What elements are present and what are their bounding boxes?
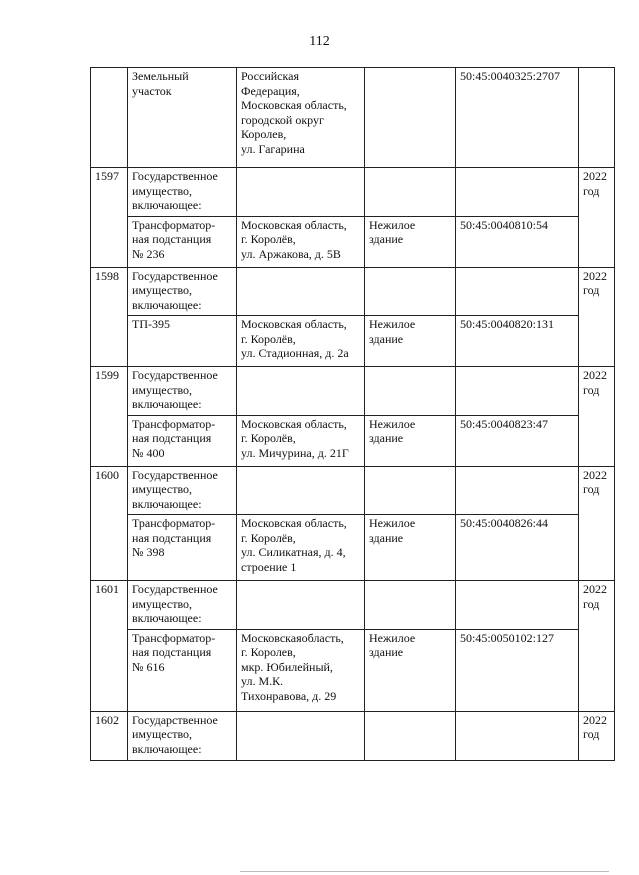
cell-name: Трансформатор- ная подстанция № 616 bbox=[128, 629, 237, 711]
cell-name: Трансформатор- ная подстанция № 398 bbox=[128, 515, 237, 581]
cell-empty bbox=[365, 168, 456, 217]
cell-group-header: Государственное имущество, включающее: bbox=[128, 581, 237, 630]
cell-cadastral: 50:45:0050102:127 bbox=[456, 629, 579, 711]
cell-empty bbox=[365, 367, 456, 416]
cell-number: 1599 bbox=[91, 367, 128, 467]
cell-year bbox=[579, 68, 615, 168]
cell-cadastral: 50:45:0040826:44 bbox=[456, 515, 579, 581]
cell-name: Трансформатор- ная подстанция № 236 bbox=[128, 216, 237, 267]
page-number: 112 bbox=[309, 34, 330, 49]
table-row-header bbox=[91, 711, 615, 760]
cell-address: Российская Федерация, Московская область, городской округ Королев, ул. Гагарина bbox=[237, 68, 365, 168]
table-row-header bbox=[91, 581, 615, 630]
cell-number: 1602 bbox=[91, 711, 128, 760]
table-row-header bbox=[91, 466, 615, 515]
cell-cadastral: 50:45:0040823:47 bbox=[456, 415, 579, 466]
cell-address: Московскаяобласть, г. Королев, мкр. Юбилейный, ул. М.К. Тихонравова, д. 29 bbox=[237, 629, 365, 711]
table-row-item bbox=[91, 216, 615, 267]
cell-year: 2022 год bbox=[579, 581, 615, 712]
cell-empty bbox=[365, 711, 456, 760]
cell-number: 1600 bbox=[91, 466, 128, 581]
cell-type bbox=[365, 68, 456, 168]
cell-empty bbox=[456, 267, 579, 316]
cell-year: 2022 год bbox=[579, 466, 615, 581]
cell-empty bbox=[237, 367, 365, 416]
table-row-header bbox=[91, 168, 615, 217]
cell-empty bbox=[365, 466, 456, 515]
cell-type: Нежилое здание bbox=[365, 415, 456, 466]
cell-number: 1598 bbox=[91, 267, 128, 367]
cell-number bbox=[91, 68, 128, 168]
cell-type: Нежилое здание bbox=[365, 316, 456, 367]
cell-empty bbox=[237, 267, 365, 316]
table-row-item bbox=[91, 415, 615, 466]
cell-group-header: Государственное имущество, включающее: bbox=[128, 367, 237, 416]
cell-name: Земельный участок bbox=[128, 68, 237, 168]
cell-empty bbox=[237, 168, 365, 217]
cell-type: Нежилое здание bbox=[365, 216, 456, 267]
table-row-item bbox=[91, 515, 615, 581]
cell-cadastral: 50:45:0040820:131 bbox=[456, 316, 579, 367]
cell-empty bbox=[456, 168, 579, 217]
table-row-header bbox=[91, 267, 615, 316]
property-registry-table bbox=[90, 67, 615, 761]
cell-empty bbox=[456, 466, 579, 515]
cell-year: 2022 год bbox=[579, 267, 615, 367]
cell-name: Трансформатор- ная подстанция № 400 bbox=[128, 415, 237, 466]
cell-empty bbox=[456, 367, 579, 416]
cell-address: Московская область, г. Королёв, ул. Аржакова, д. 5В bbox=[237, 216, 365, 267]
table-row-item bbox=[91, 316, 615, 367]
table-row-item bbox=[91, 629, 615, 711]
cell-address: Московская область, г. Королёв, ул. Стадионная, д. 2а bbox=[237, 316, 365, 367]
cell-type: Нежилое здание bbox=[365, 629, 456, 711]
cell-year: 2022 год bbox=[579, 168, 615, 268]
cell-empty bbox=[237, 466, 365, 515]
cell-empty bbox=[365, 267, 456, 316]
cell-address: Московская область, г. Королёв, ул. Силикатная, д. 4, строение 1 bbox=[237, 515, 365, 581]
cell-year: 2022 год bbox=[579, 711, 615, 760]
cell-group-header: Государственное имущество, включающее: bbox=[128, 168, 237, 217]
cell-group-header: Государственное имущество, включающее: bbox=[128, 711, 237, 760]
cell-year: 2022 год bbox=[579, 367, 615, 467]
cell-empty bbox=[237, 581, 365, 630]
cell-cadastral: 50:45:0040810:54 bbox=[456, 216, 579, 267]
cell-empty bbox=[365, 581, 456, 630]
cell-address: Московская область, г. Королёв, ул. Мичурина, д. 21Г bbox=[237, 415, 365, 466]
table-row-continuation bbox=[91, 68, 615, 168]
scan-edge-line bbox=[240, 871, 609, 872]
cell-name: ТП-395 bbox=[128, 316, 237, 367]
cell-empty bbox=[456, 711, 579, 760]
cell-group-header: Государственное имущество, включающее: bbox=[128, 267, 237, 316]
cell-empty bbox=[237, 711, 365, 760]
cell-cadastral: 50:45:0040325:2707 bbox=[456, 68, 579, 168]
cell-number: 1597 bbox=[91, 168, 128, 268]
cell-type: Нежилое здание bbox=[365, 515, 456, 581]
cell-number: 1601 bbox=[91, 581, 128, 712]
table-row-header bbox=[91, 367, 615, 416]
cell-group-header: Государственное имущество, включающее: bbox=[128, 466, 237, 515]
cell-empty bbox=[456, 581, 579, 630]
